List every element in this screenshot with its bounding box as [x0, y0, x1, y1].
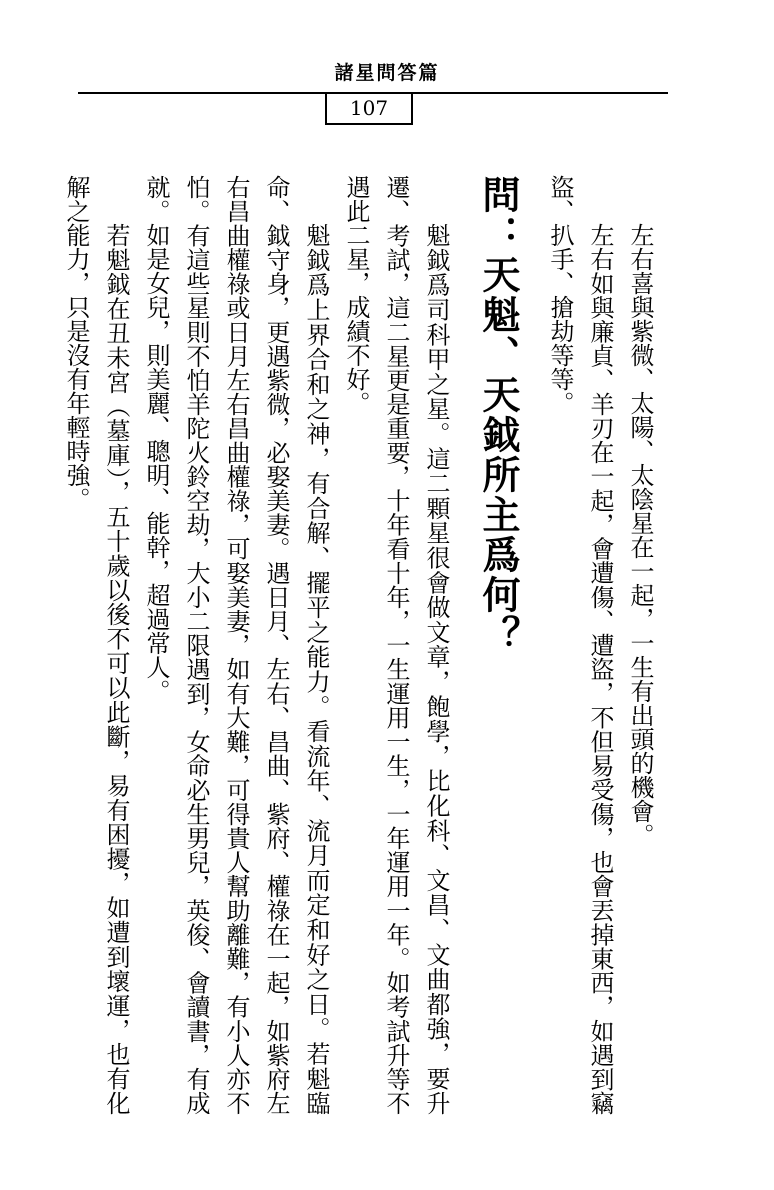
running-header-title: 諸星問答篇 — [334, 62, 440, 84]
page-number: 107 — [325, 92, 413, 125]
body-text — [60, 175, 660, 1115]
paragraph-4: 魁鉞爲上界合和之神，有合解、擺平之能力。看流年、流月而定和好之日。若魁臨命、鉞守身，更遇紫微，必娶美妻。遇日月、左右、昌曲、紫府、權祿在一起，如紫府左右昌曲權祿或日月左右昌曲權祿，可娶美妻，如有大難，可得貴人幫助離難，有小人亦不怕。有這些星則不怕羊陀火鈴空劫，大小二限遇到，女命必生男兒，英俊、會讀書，有成就。如是女兒，則美麗、聰明、能幹，超過常人。 — [142, 175, 330, 1115]
paragraph-1: 左右喜與紫微、太陽、太陰星在一起，一生有出頭的機會。 — [626, 223, 654, 847]
paragraph-3: 魁鉞爲司科甲之星。這二顆星很會做文章，飽學，比化科、文昌、文曲都強，要升遷、考試，這二星更是重要，十年看十年，一生運用一生，一年運用一年。如考試升等不遇此二星，成績不好。 — [342, 175, 450, 1115]
question-heading: 問：天魁、天鉞所主爲何？ — [476, 175, 521, 655]
paragraph-5: 若魁鉞在丑未宮（墓庫），五十歲以後不可以此斷，易有困擾，如遭到壞運，也有化解之能力，只是沒有年輕時強。 — [62, 175, 130, 1115]
paragraph-2: 左右如與廉貞、羊刃在一起，會遭傷、遭盜，不但易受傷，也會丟掉東西，如遇到竊盜、扒手、搶劫等等。 — [546, 175, 614, 1115]
